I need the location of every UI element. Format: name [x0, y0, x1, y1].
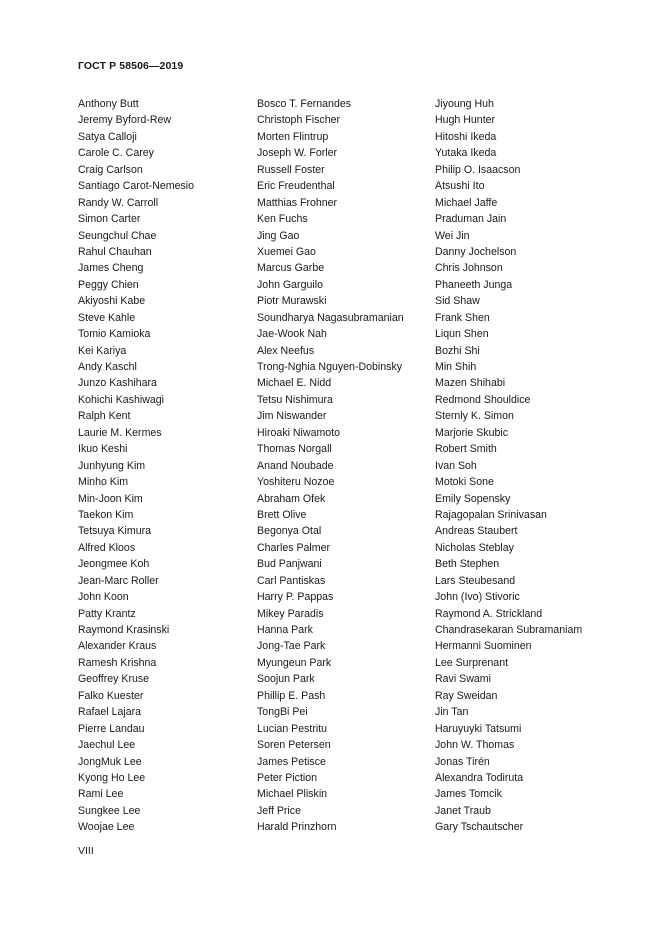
participant-name: Morten Flintrup: [257, 130, 329, 143]
participant-name: Begonya Otal: [257, 525, 322, 538]
participant-name: Gary Tschautscher: [435, 821, 524, 834]
participant-name: Akiyoshi Kabe: [78, 295, 146, 308]
participant-name: Beth Stephen: [435, 558, 500, 571]
participant-name: Kohichi Kashiwagi: [78, 393, 164, 406]
participant-name: Michael E. Nidd: [257, 377, 332, 390]
participant-name: Craig Carlson: [78, 163, 143, 176]
participant-name: Myungeun Park: [257, 656, 332, 669]
participant-name: Piotr Murawski: [257, 295, 327, 308]
participant-name: Junzo Kashihara: [78, 377, 157, 390]
participant-name: Jiyoung Huh: [435, 98, 494, 110]
participant-name: Tomio Kamioka: [78, 328, 151, 341]
participant-name: Frank Shen: [435, 311, 490, 324]
participant-name: Alexander Kraus: [78, 640, 157, 653]
participant-name: Nicholas Steblay: [435, 541, 514, 554]
name-column-3: [435, 96, 582, 836]
participant-name: Soojun Park: [257, 673, 315, 686]
participant-name: Anand Noubade: [257, 459, 334, 472]
participant-name: Kei Kariya: [78, 344, 127, 357]
participant-name: Peter Piction: [257, 771, 318, 784]
participant-name: Satya Calloji: [78, 130, 137, 143]
participant-name: Hanna Park: [257, 624, 313, 636]
participant-name: JongMuk Lee: [78, 755, 142, 768]
participant-name: Lucian Pestritu: [257, 722, 328, 735]
participant-name: Michael Jaffe: [435, 196, 498, 209]
participant-name: John W. Thomas: [435, 739, 515, 752]
participant-name: Eric Freudenthal: [257, 180, 335, 193]
participant-name: Trong-Nghia Nguyen-Dobinsky: [257, 361, 403, 373]
participant-name: Marcus Garbe: [257, 262, 325, 275]
participant-name: Soren Petersen: [257, 739, 331, 752]
participant-name: Tetsuya Kimura: [78, 525, 152, 538]
participant-name: Sungkee Lee: [78, 804, 141, 817]
participant-name: Yutaka Ikeda: [435, 147, 497, 160]
document-code-header: ГОСТ Р 58506—2019: [78, 60, 184, 72]
participant-name: Seungchul Chae: [78, 229, 157, 242]
name-column-2: [257, 96, 404, 836]
participant-name: Phaneeth Junga: [435, 278, 513, 291]
participant-name: Haruyuyki Tatsumi: [435, 722, 522, 735]
participant-name: Steve Kahle: [78, 311, 136, 324]
participant-name: Patty Krantz: [78, 607, 136, 620]
participant-name: Ray Sweidan: [435, 689, 498, 702]
participant-name: Emily Sopensky: [435, 492, 511, 505]
participant-name: Bozhi Shi: [435, 344, 480, 357]
participant-name: Bud Panjwani: [257, 558, 322, 571]
participant-name: Rafael Lajara: [78, 706, 142, 719]
participant-name: Jonas Tirén: [435, 755, 490, 768]
participant-name: TongBi Pei: [257, 706, 308, 719]
participant-name: Praduman Jain: [435, 213, 507, 226]
participant-name: Lee Surprenant: [435, 656, 509, 669]
participant-name: Ivan Soh: [435, 459, 477, 472]
page-number: VIII: [78, 845, 94, 857]
participant-name: Raymond A. Strickland: [435, 607, 543, 620]
participant-name: Carl Pantiskas: [257, 574, 326, 587]
participant-name: Wei Jin: [435, 229, 470, 242]
participant-name: Jeremy Byford-Rew: [78, 114, 172, 127]
participant-name: John Koon: [78, 591, 129, 604]
participant-name: Atsushi Ito: [435, 180, 485, 193]
participant-name: Lars Steubesand: [435, 574, 516, 587]
participant-name: Matthias Frohner: [257, 196, 338, 209]
participant-name: Hugh Hunter: [435, 114, 496, 127]
participant-name: Andreas Staubert: [435, 525, 518, 538]
participant-name: Andy Kaschl: [78, 361, 137, 373]
participant-name: Santiago Carot-Nemesio: [78, 180, 194, 193]
participant-name: James Tomcik: [435, 788, 502, 801]
participant-name: Brett Olive: [257, 508, 307, 521]
participant-name: Harald Prinzhorn: [257, 821, 337, 834]
participant-name: Xuemei Gao: [257, 245, 316, 258]
participant-name: Alex Neefus: [257, 344, 315, 357]
participant-name: Rami Lee: [78, 788, 124, 801]
participant-name: Anthony Butt: [78, 98, 139, 110]
participant-name: Yoshiteru Nozoe: [257, 476, 335, 489]
participant-name: Jaechul Lee: [78, 739, 136, 752]
participant-name: Jing Gao: [257, 229, 300, 242]
participant-name: Raymond Krasinski: [78, 624, 170, 636]
participant-name: Phillip E. Pash: [257, 689, 326, 702]
participant-name: Bosco T. Fernandes: [257, 98, 352, 110]
participant-name: Chandrasekaran Subramaniam: [435, 624, 583, 636]
participant-name: Falko Kuester: [78, 689, 144, 702]
participant-name: Hitoshi Ikeda: [435, 130, 497, 143]
participant-name: Hermanni Suominen: [435, 640, 532, 653]
participant-name: Hiroaki Niwamoto: [257, 426, 341, 439]
participant-name: Sid Shaw: [435, 295, 480, 308]
participant-name: Abraham Ofek: [257, 492, 326, 505]
participant-name: Rahul Chauhan: [78, 245, 152, 258]
participant-name: Philip O. Isaacson: [435, 163, 521, 176]
participant-name: Junhyung Kim: [78, 459, 146, 472]
participant-name: Woojae Lee: [78, 821, 135, 834]
participant-name: Robert Smith: [435, 443, 497, 456]
participant-name: Thomas Norgall: [257, 443, 332, 456]
participant-name: Jeongmee Koh: [78, 558, 150, 571]
participant-name: Motoki Sone: [435, 476, 494, 489]
participant-name: Jin Tan: [435, 706, 469, 719]
participant-name: Harry P. Pappas: [257, 591, 334, 604]
participant-name: Ken Fuchs: [257, 213, 308, 226]
participant-name: Sternly K. Simon: [435, 410, 514, 423]
participant-name: Soundharya Nagasubramanian: [257, 311, 404, 324]
participant-name: John (Ivo) Stivoric: [435, 591, 520, 604]
participant-name: Carole C. Carey: [78, 147, 154, 160]
participant-name: Jean-Marc Roller: [78, 574, 159, 587]
participant-name: Jae-Wook Nah: [257, 328, 327, 341]
participant-name: Marjorie Skubic: [435, 426, 509, 439]
participant-name: Mazen Shihabi: [435, 377, 506, 390]
participant-name: Jim Niswander: [257, 410, 327, 423]
participant-name: Danny Jochelson: [435, 245, 517, 258]
participant-name: Russell Foster: [257, 163, 325, 176]
participant-name: Christoph Fischer: [257, 114, 341, 127]
participant-name: James Petisce: [257, 755, 326, 768]
participant-name: James Cheng: [78, 262, 144, 275]
participant-name: Jeff Price: [257, 804, 301, 817]
participant-name: Chris Johnson: [435, 262, 503, 275]
participant-name: Redmond Shouldice: [435, 393, 531, 406]
participant-name: Minho Kim: [78, 476, 129, 489]
participant-name: Janet Traub: [435, 804, 491, 817]
participant-name: Kyong Ho Lee: [78, 771, 146, 784]
participant-name: John Garguilo: [257, 278, 323, 291]
participant-name: Ikuo Keshi: [78, 443, 128, 456]
participant-name: Charles Palmer: [257, 541, 331, 554]
participant-name: Taekon Kim: [78, 508, 134, 521]
participant-name: Jong-Tae Park: [257, 640, 326, 653]
participant-name: Min-Joon Kim: [78, 492, 143, 505]
participant-name: Laurie M. Kermes: [78, 426, 162, 439]
participant-name: Ramesh Krishna: [78, 656, 157, 669]
participant-name: Michael Pliskin: [257, 788, 328, 801]
participant-name: Geoffrey Kruse: [78, 673, 150, 686]
participant-name: Randy W. Carroll: [78, 196, 159, 209]
participant-name: Joseph W. Forler: [257, 147, 338, 160]
participant-name: Mikey Paradis: [257, 607, 324, 620]
participant-name: Simon Carter: [78, 213, 141, 226]
participant-name: Tetsu Nishimura: [257, 393, 333, 406]
participant-name: Alexandra Todiruta: [435, 771, 524, 784]
participant-name: Peggy Chien: [78, 278, 139, 291]
participant-name: Min Shih: [435, 361, 477, 373]
name-column-1: [78, 96, 194, 836]
participant-name: Alfred Kloos: [78, 541, 136, 554]
participant-name: Ravi Swami: [435, 673, 491, 686]
participant-name: Liqun Shen: [435, 328, 489, 341]
participant-name: Rajagopalan Srinivasan: [435, 508, 547, 521]
participant-name: Pierre Landau: [78, 722, 145, 735]
participant-name: Ralph Kent: [78, 410, 131, 423]
